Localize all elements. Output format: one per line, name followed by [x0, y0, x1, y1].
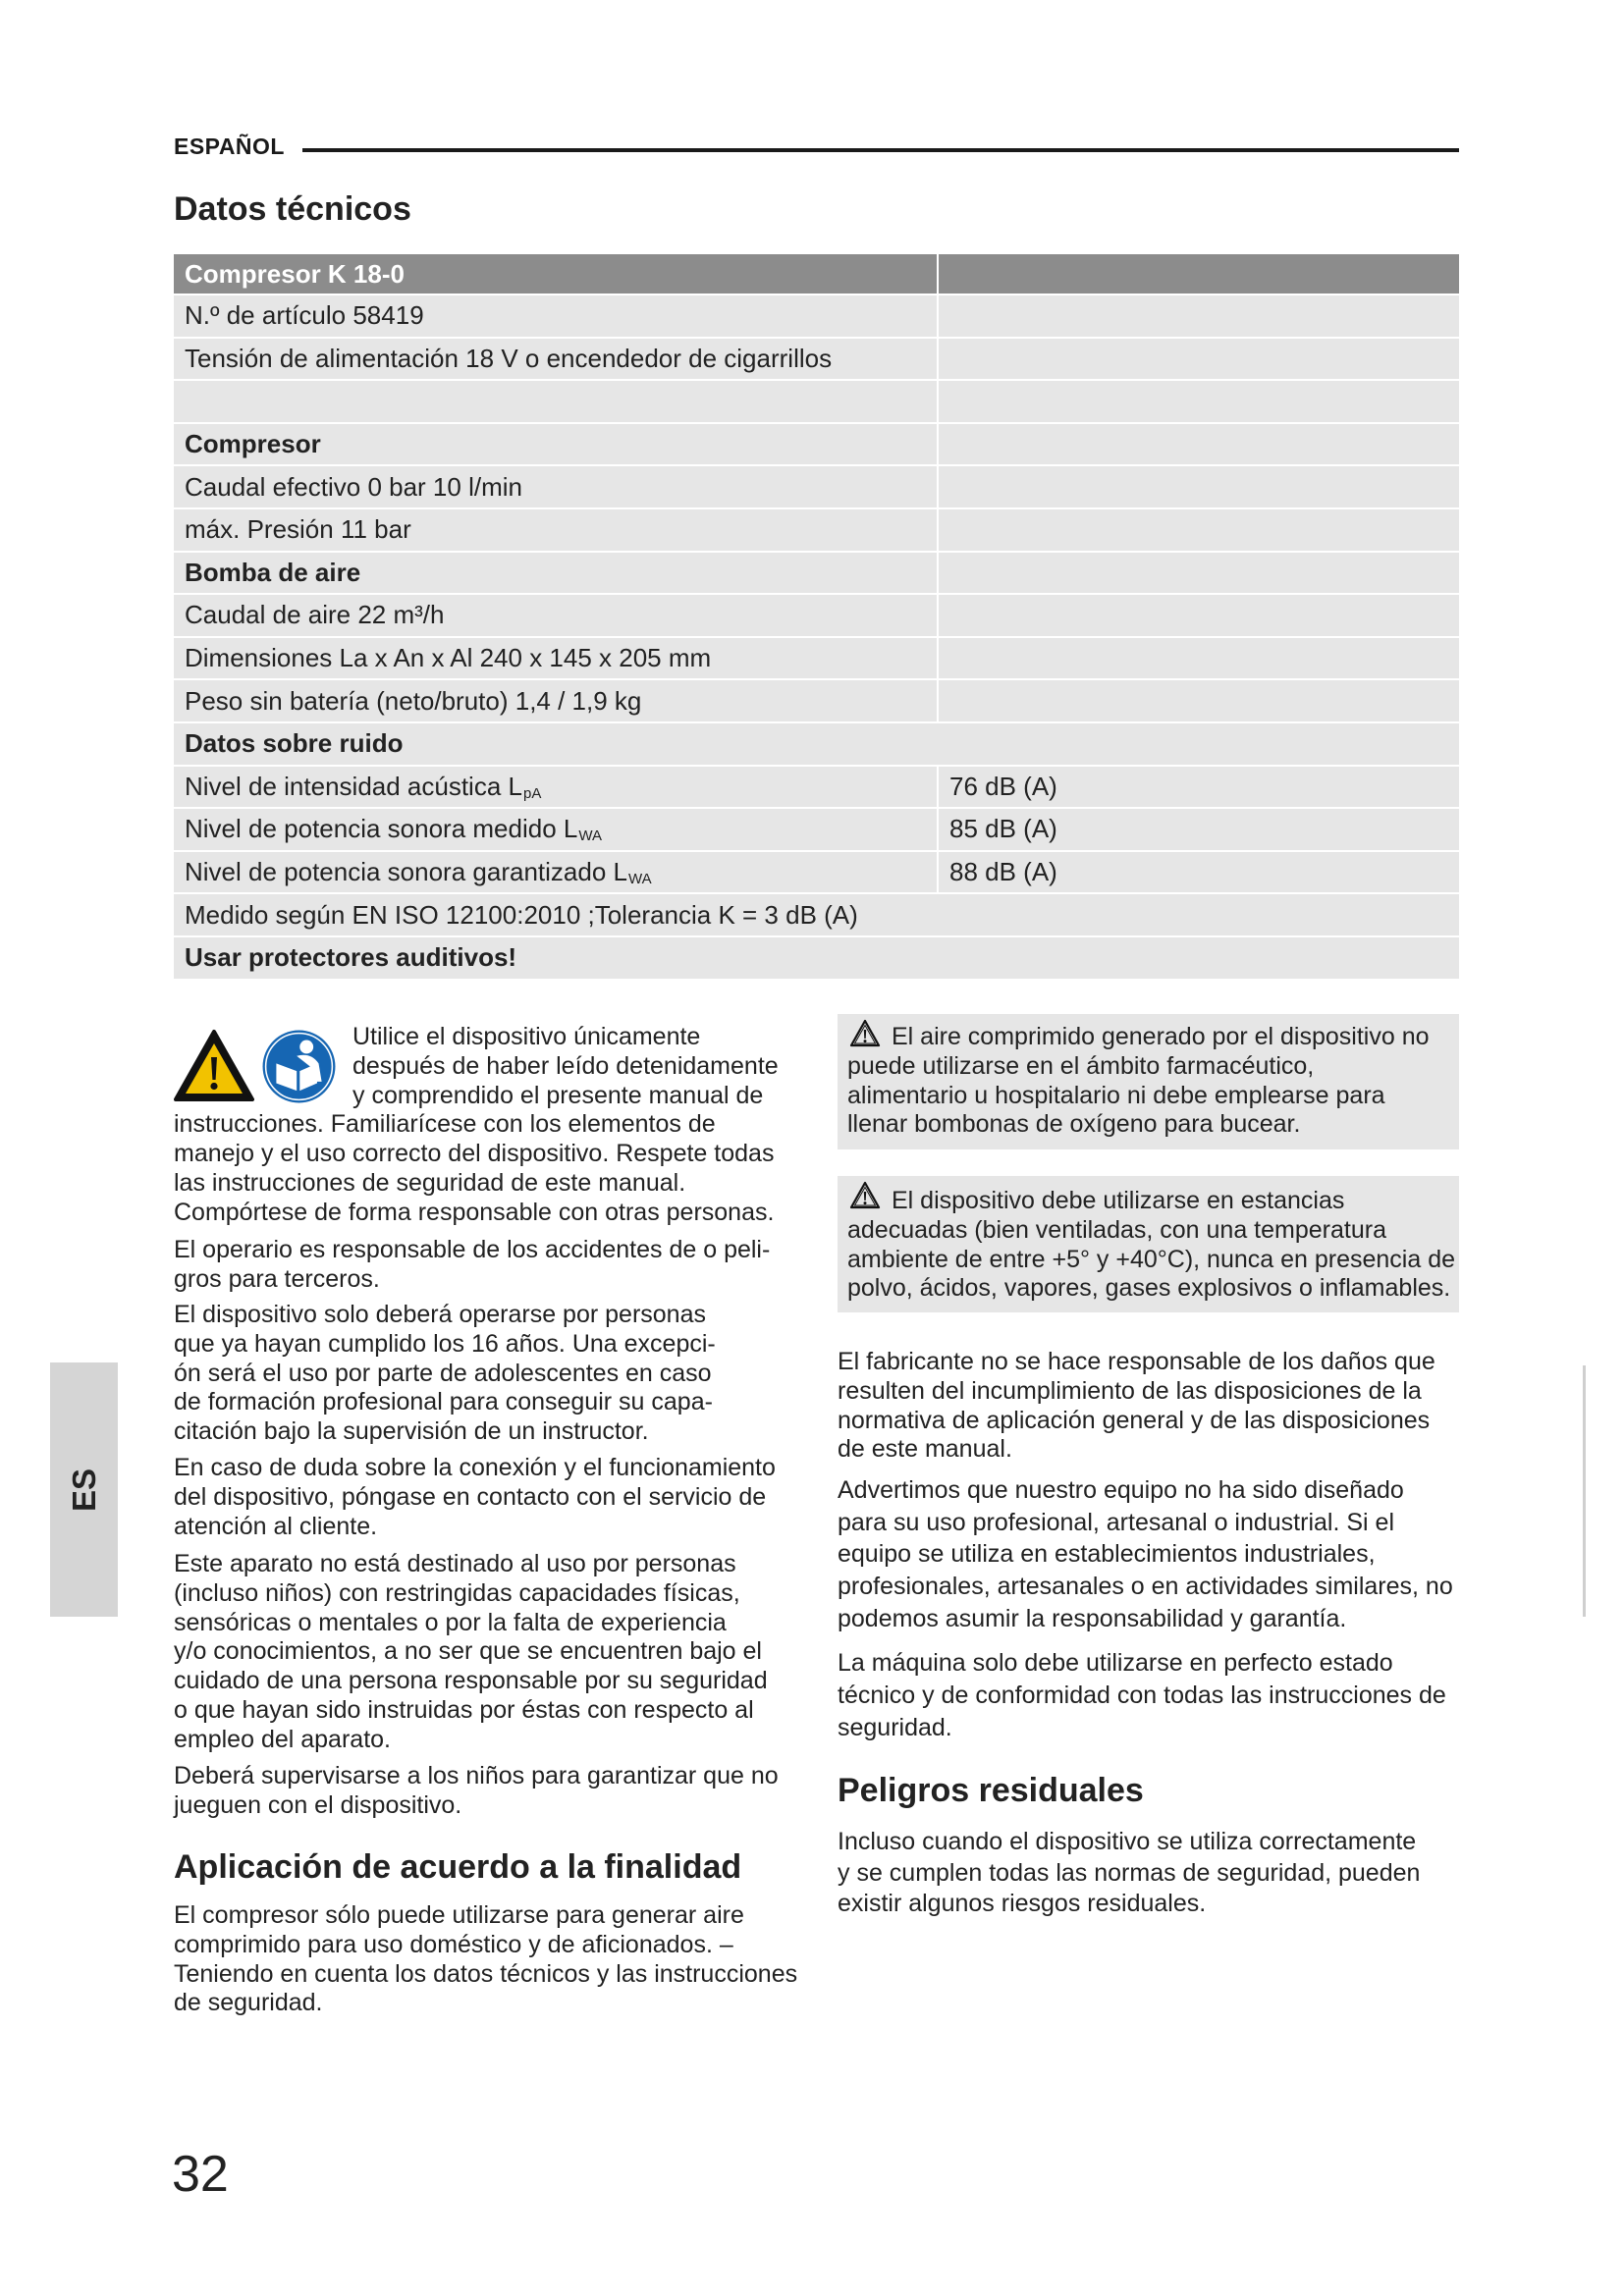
- spec-value-cell: [939, 424, 1459, 465]
- table-row: [174, 935, 1459, 979]
- table-row: [174, 850, 1459, 893]
- table-row: [174, 464, 1459, 507]
- spec-label-cell: [174, 937, 1459, 979]
- spec-label-cell: [174, 381, 939, 422]
- text-line: sensóricas o mentales o por la falta de experiencia: [174, 1608, 727, 1636]
- table-row: [174, 678, 1459, 721]
- spec-label-cell: [174, 638, 939, 679]
- spec-label: Nivel de potencia sonora garantizado L: [185, 857, 627, 887]
- text-line: Advertimos que nuestro equipo no ha sido diseñado: [838, 1476, 1404, 1504]
- paragraph-intro: [174, 1023, 779, 1228]
- table-row: [174, 337, 1459, 380]
- text-line: resulten del incumplimiento de las disposiciones de la: [838, 1376, 1422, 1405]
- table-row: [174, 807, 1459, 850]
- spec-label-cell: [174, 339, 939, 380]
- text-line: seguridad.: [838, 1714, 952, 1742]
- text-line: podemos asumir la responsabilidad y garantía.: [838, 1604, 1347, 1632]
- paragraph-machine-condition: [838, 1647, 1446, 1744]
- section-heading-technical-data: Datos técnicos: [174, 190, 411, 228]
- spec-label-cell: [174, 295, 939, 337]
- spec-value: 85 dB (A): [949, 814, 1057, 844]
- text-line: El compresor sólo puede utilizarse para generar aire: [174, 1901, 744, 1929]
- text-line: y/o conocimientos, a no ser que se encuentren bajo el: [174, 1637, 762, 1666]
- spec-label-subscript: WA: [627, 871, 652, 888]
- text-line: Incluso cuando el dispositivo se utiliza correctamente: [838, 1828, 1417, 1855]
- text-line: comprimido para uso doméstico y de aficionados. –: [174, 1930, 733, 1958]
- language-label: ESPAÑOL: [174, 133, 285, 159]
- language-side-tab: [50, 1362, 118, 1617]
- spec-label-subscript: WA: [578, 828, 602, 845]
- text-line: para su uso profesional, artesanal o industrial. Si el: [838, 1508, 1394, 1536]
- header-rule: [302, 148, 1459, 152]
- text-line: técnico y de conformidad con todas las instrucciones de: [838, 1682, 1446, 1710]
- spec-label-cell: [174, 894, 1459, 935]
- warning-box-environment: [838, 1176, 1459, 1312]
- spec-value-cell: [939, 809, 1459, 850]
- spec-value-cell: [939, 595, 1459, 636]
- text-line: del dispositivo, póngase en contacto con el servicio de: [174, 1482, 767, 1511]
- text-line: manejo y el uso correcto del dispositivo. Respete todas: [174, 1140, 775, 1168]
- text-line: Compórtese de forma responsable con otras personas.: [174, 1198, 775, 1226]
- text-line: El fabricante no se hace responsable de los daños que: [838, 1348, 1435, 1375]
- warning-text-compressed-air: [847, 1023, 1430, 1140]
- table-row: [174, 507, 1459, 551]
- spec-value-cell: [939, 852, 1459, 893]
- text-line: El dispositivo solo deberá operarse por personas: [174, 1301, 706, 1328]
- text-line: de formación profesional para conseguir su capa-: [174, 1388, 713, 1416]
- spec-label: N.º de artículo 58419: [185, 300, 424, 331]
- text-line: cuidado de una persona responsable por su seguridad: [174, 1667, 768, 1695]
- paragraph-intended-use: [174, 1901, 797, 2018]
- spec-label: Compresor: [185, 429, 321, 459]
- text-line: atención al cliente.: [174, 1512, 378, 1540]
- table-row: [174, 721, 1459, 765]
- spec-label-cell: [174, 424, 939, 465]
- text-line: después de haber leído detenidamente: [352, 1051, 779, 1080]
- text-line: existir algunos riesgos residuales.: [838, 1890, 1207, 1918]
- spec-value-cell: [939, 466, 1459, 507]
- text-line: puede utilizarse en el ámbito farmacéutico,: [847, 1051, 1315, 1080]
- table-row: [174, 765, 1459, 808]
- text-line: adecuadas (bien ventiladas, con una temperatura: [847, 1215, 1386, 1244]
- text-line: ón será el uso por parte de adolescentes en caso: [174, 1359, 712, 1387]
- table-header-empty-cell: [939, 254, 1459, 294]
- spec-label: Nivel de potencia sonora medido L: [185, 814, 578, 844]
- text-line: gros para terceros.: [174, 1264, 380, 1293]
- paragraph-minimum-age: [174, 1301, 716, 1447]
- table-row: [174, 551, 1459, 594]
- spec-value: 88 dB (A): [949, 857, 1057, 887]
- paragraph-liability: [838, 1348, 1435, 1465]
- text-line: El operario es responsable de los accidentes de o peli-: [174, 1236, 771, 1263]
- text-line: normativa de aplicación general y de las disposiciones: [838, 1406, 1431, 1434]
- spec-label: Caudal efectivo 0 bar 10 l/min: [185, 471, 522, 502]
- spec-label: Usar protectores auditivos!: [185, 942, 517, 973]
- spec-value: 76 dB (A): [949, 771, 1057, 801]
- text-line: polvo, ácidos, vapores, gases explosivos o inflamables.: [847, 1274, 1451, 1303]
- paragraph-doubts: [174, 1454, 776, 1541]
- text-line: y comprendido el presente manual de: [352, 1081, 764, 1109]
- paragraph-restricted-persons: [174, 1550, 768, 1755]
- text-line: Teniendo en cuenta los datos técnicos y las instrucciones: [174, 1959, 798, 1988]
- spec-value-cell: [939, 680, 1459, 721]
- section-heading-residual-risks: Peligros residuales: [838, 1772, 1144, 1809]
- spec-label-cell: [174, 852, 939, 893]
- text-line: profesionales, artesanales o en actividades similares, no: [838, 1573, 1453, 1601]
- text-line: o que hayan sido instruidas por éstas con respecto al: [174, 1695, 754, 1724]
- text-line: de este manual.: [838, 1435, 1012, 1464]
- table-header-row: [174, 254, 1459, 294]
- text-line: El aire comprimido generado por el dispositivo no: [892, 1023, 1430, 1050]
- text-line: El dispositivo debe utilizarse en estancias: [892, 1187, 1345, 1214]
- text-line: En caso de duda sobre la conexión y el funcionamiento: [174, 1454, 776, 1481]
- spec-label-cell: [174, 595, 939, 636]
- table-row: [174, 294, 1459, 337]
- text-line: alimentario u hospitalario ni debe emplearse para: [847, 1081, 1385, 1109]
- table-title: Compresor K 18-0: [174, 254, 939, 294]
- spec-value-cell: [939, 295, 1459, 337]
- spec-value-cell: [939, 767, 1459, 808]
- spec-label: Peso sin batería (neto/bruto) 1,4 / 1,9 kg: [185, 685, 642, 716]
- text-line: las instrucciones de seguridad de este manual.: [174, 1168, 686, 1197]
- table-row: [174, 422, 1459, 465]
- text-line: que ya hayan cumplido los 16 años. Una excepci-: [174, 1329, 716, 1358]
- warning-text-environment: [847, 1187, 1455, 1304]
- spec-label-cell: [174, 767, 939, 808]
- text-line: citación bajo la supervisión de un instructor.: [174, 1417, 649, 1446]
- text-line: instrucciones. Familiarícese con los elementos de: [174, 1110, 716, 1139]
- spec-label-cell: [174, 509, 939, 551]
- spec-label-cell: [174, 553, 939, 594]
- text-line: y se cumplen todas las normas de seguridad, pueden: [838, 1858, 1421, 1887]
- spec-label: Nivel de intensidad acústica L: [185, 771, 522, 801]
- spec-label: máx. Presión 11 bar: [185, 514, 411, 545]
- text-line: equipo se utiliza en establecimientos industriales,: [838, 1540, 1376, 1569]
- section-heading-intended-use: Aplicación de acuerdo a la finalidad: [174, 1848, 742, 1886]
- page-edge-mark: [1583, 1365, 1586, 1617]
- spec-value-cell: [939, 381, 1459, 422]
- paragraph-operator-responsibility: [174, 1236, 770, 1295]
- text-line: empleo del aparato.: [174, 1725, 391, 1753]
- spec-label: Medido según EN ISO 12100:2010 ;Tolerancia K = 3 dB (A): [185, 899, 858, 930]
- spec-value-cell: [939, 638, 1459, 679]
- spec-label-cell: [174, 466, 939, 507]
- spec-label: Caudal de aire 22 m³/h: [185, 600, 445, 630]
- text-line: (incluso niños) con restringidas capacidades físicas,: [174, 1578, 740, 1607]
- spec-label: Bomba de aire: [185, 557, 361, 587]
- spec-value-cell: [939, 339, 1459, 380]
- side-tab-label: ES: [65, 1468, 102, 1512]
- spec-label: Dimensiones La x An x Al 240 x 145 x 205 mm: [185, 643, 712, 673]
- text-line: Deberá supervisarse a los niños para garantizar que no: [174, 1762, 779, 1789]
- table-row: [174, 593, 1459, 636]
- text-line: jueguen con el dispositivo.: [174, 1790, 462, 1819]
- paragraph-professional-use: [838, 1474, 1453, 1634]
- spec-label-cell: [174, 723, 1459, 765]
- text-line: Utilice el dispositivo únicamente: [352, 1023, 701, 1050]
- table-row: [174, 892, 1459, 935]
- spec-label-subscript: pA: [522, 784, 542, 802]
- page-number: 32: [172, 2146, 229, 2203]
- spec-label: Datos sobre ruido: [185, 728, 404, 759]
- warning-box-compressed-air: [838, 1014, 1459, 1149]
- text-line: llenar bombonas de oxígeno para bucear.: [847, 1110, 1301, 1139]
- table-row: [174, 636, 1459, 679]
- spec-label-cell: [174, 809, 939, 850]
- spec-value-cell: [939, 509, 1459, 551]
- spec-label: Tensión de alimentación 18 V o encendedor de cigarrillos: [185, 343, 833, 373]
- paragraph-children: [174, 1762, 779, 1821]
- spec-value-cell: [939, 553, 1459, 594]
- text-line: de seguridad.: [174, 1989, 323, 2017]
- text-line: ambiente de entre +5° y +40°C), nunca en presencia de: [847, 1245, 1456, 1273]
- spec-label-cell: [174, 680, 939, 721]
- paragraph-residual-risks: [838, 1827, 1420, 1920]
- spec-table: [174, 254, 1459, 979]
- table-row: [174, 379, 1459, 422]
- text-line: Este aparato no está destinado al uso por personas: [174, 1550, 736, 1577]
- text-line: La máquina solo debe utilizarse en perfecto estado: [838, 1649, 1393, 1677]
